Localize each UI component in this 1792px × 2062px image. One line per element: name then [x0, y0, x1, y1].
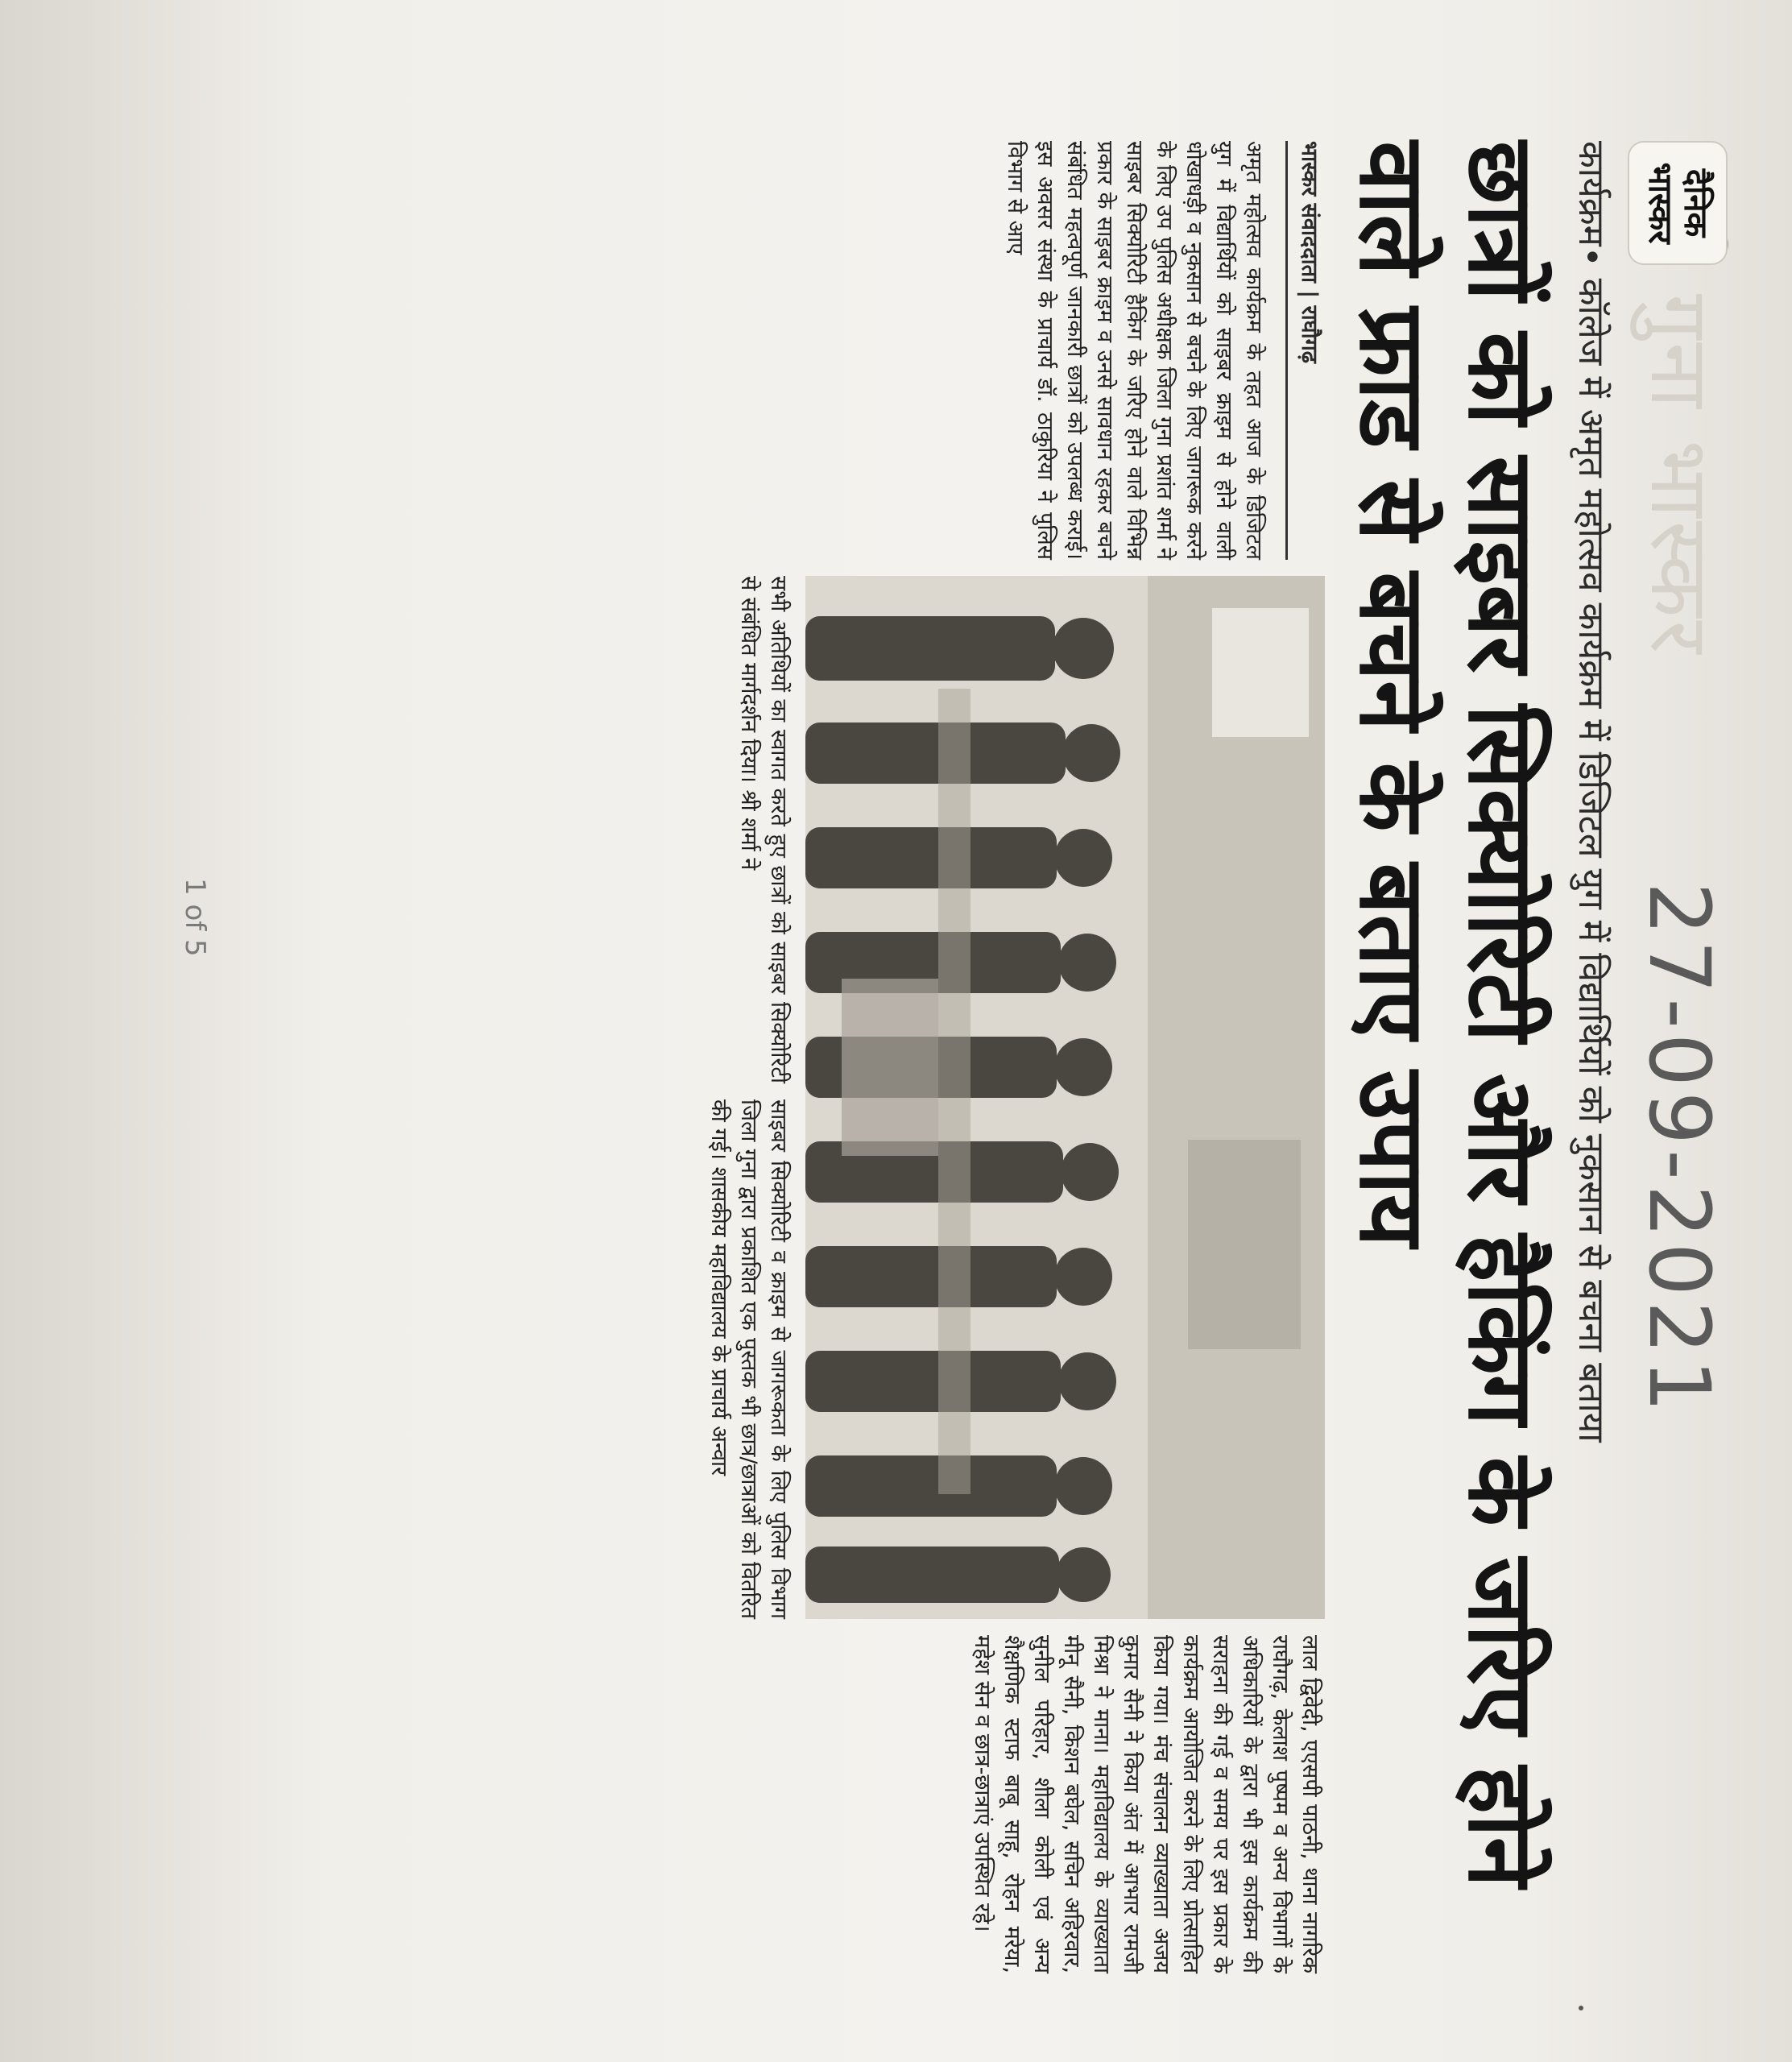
- article-headline: छात्रों को साइबर सिक्योरिटी और हैकिंग के जरिए होने वाले फ्राड से बचने के बताए उपाय: [1339, 141, 1553, 1888]
- logo-line-1: दैनिक: [1677, 168, 1715, 238]
- dust-speck: [1579, 2006, 1583, 2010]
- publication-date: 27-09-2021: [1630, 882, 1728, 1418]
- page-counter: 1 of 5: [179, 878, 211, 957]
- article-column-1: अमृत महोत्सव कार्यक्रम के तहत आज के डिजिटल युग में विद्यार्थियों को साइबर क्राइम से होने वाली धोखाधड़ी व नुकसान से बचने के लिए जागरूक करने के लिए उप पुलिस अधीक्षक जिला गुना प्रशांत शर्मा ने साइबर सिक्योरिटी हैकिंग के जरिए होने वाले विभिन्न प्रकार के साइबर क्राइम व उनसे सावधान रहकर बचने संबंधित महत्वपूर्ण जानकारी छात्रों को उपलब्ध कराई। इस अवसर संस्था के प्राचार्य डॉ. ठाकुरिया ने पुलिस विभाग से आए: [1003, 141, 1266, 560]
- article-column-2: सभी अतिथियों का स्वागत करते हुए छात्रों को साइबर सिक्योरिटी से संबंधित मार्गदर्शन दिया। श्री शर्मा ने: [736, 576, 791, 1083]
- article-column-right: लाल द्विवेदी, एएसपी पाठनी, थाना नागरिक राघौगढ़, केलाश पुष्पम व अन्य विभागों के अधिकारियों के द्वारा भी इस कार्यक्रम की सराहना की गई व समय पर इस प्रकार के कार्यक्रम आयोजित करने के लिए प्रोत्साहित किया गया। मंच संचालन व्याख्याता अजय कुमार सैनी ने किया अंत में आभार रामजी मिश्रा ने माना। महाविद्यालय के व्याख्याता मीनू सैनी, किशन बघेल, सचिन अहिरवार, सुनील परिहार, शीला कोली एवं अन्य शैक्षणिक स्टाफ बाबू साहू, रोहन मरेया, महेश सेन व छात्र-छात्राएं उपस्थित रहे।: [970, 1635, 1322, 1973]
- logo-line-2: भास्कर: [1641, 162, 1679, 244]
- group-photo-icon: [805, 576, 1325, 1619]
- article-byline: भास्कर संवाददाता | राघौगढ़: [1285, 141, 1325, 560]
- newspaper-clipping: [302, 141, 1728, 1977]
- article-kicker: कार्यक्रम• कॉलेज में अमृत महोत्सव कार्यक्रम में डिजिटल युग में विद्यार्थियों को नुकसान से बचना बताया: [1571, 141, 1612, 1443]
- article-column-3: साइबर सिक्योरिटी व क्राइम से जागरूकता के लिए पुलिस विभाग जिला गुना द्वारा प्रकाशित एक पुस्तक भी छात्र/छात्राओं को वितरित की गई। शासकीय महाविद्यालय के प्राचार्य अन्वार: [706, 1099, 791, 1619]
- edition-name: गुना भास्कर: [1633, 294, 1727, 657]
- dainik-bhaskar-logo: [1628, 141, 1728, 265]
